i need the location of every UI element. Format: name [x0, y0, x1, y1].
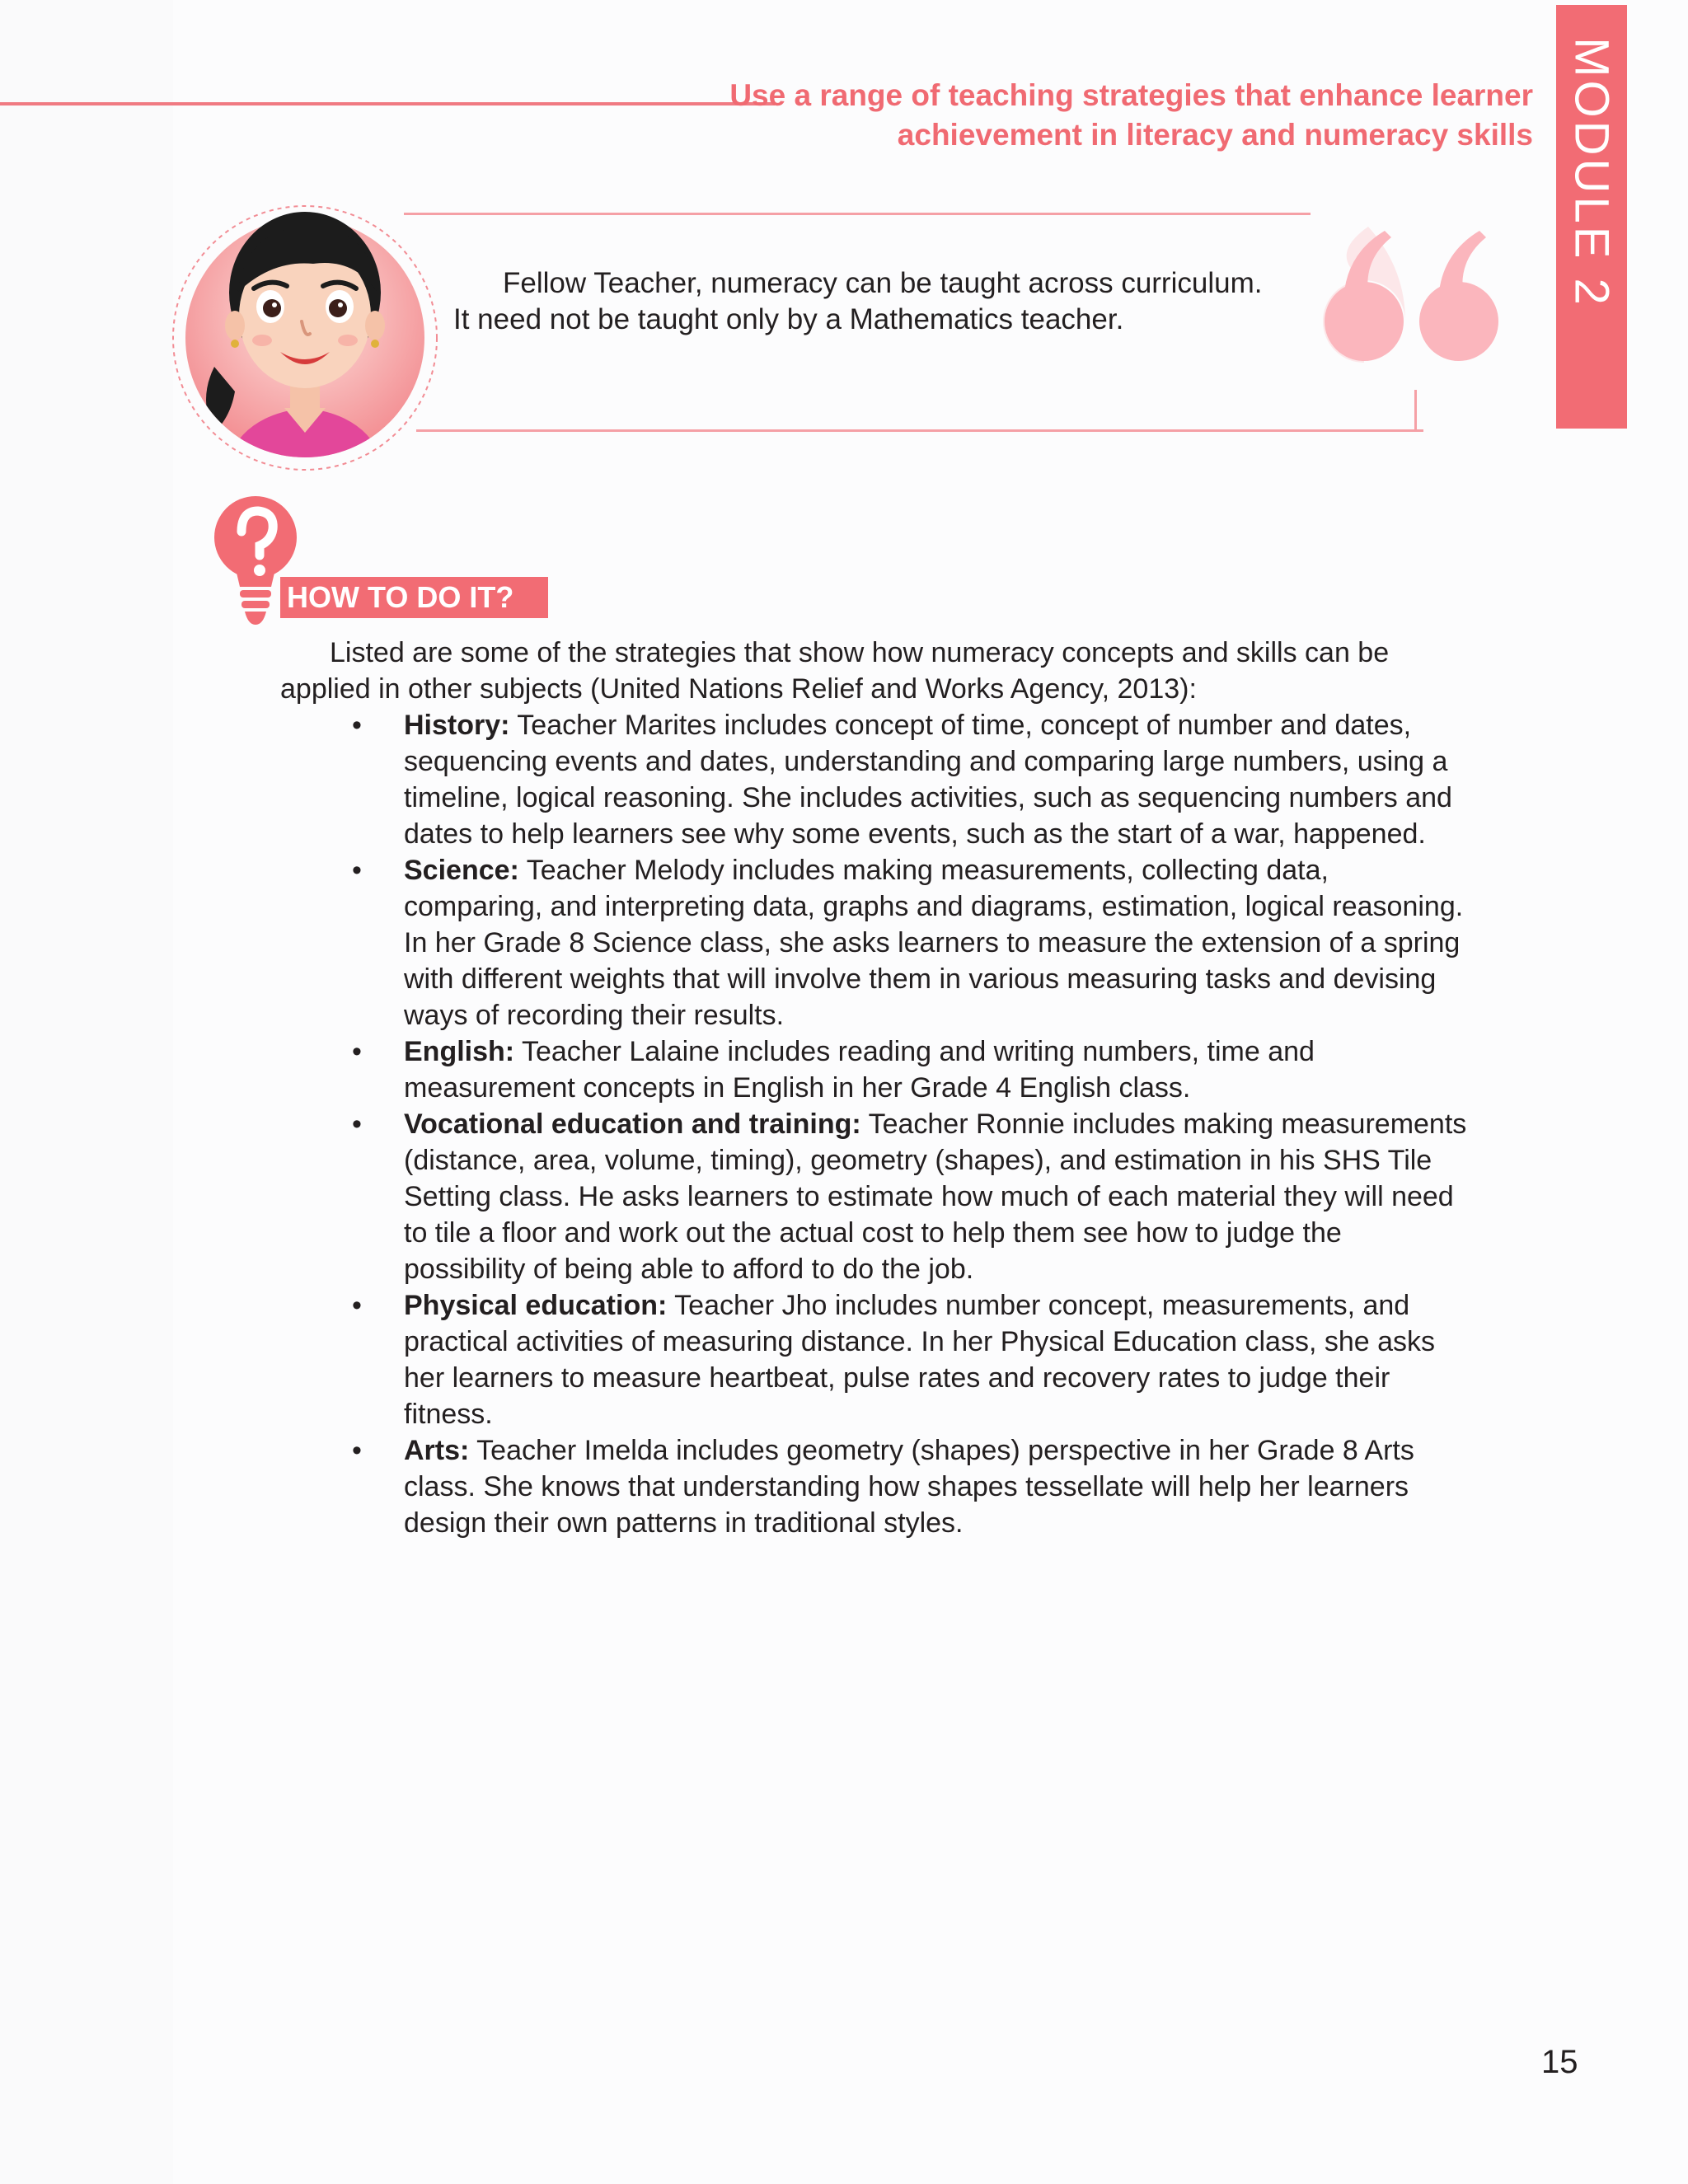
subject-label: Science:: [404, 855, 519, 886]
quote-mark-icon: [1319, 223, 1508, 371]
strategy-text: Teacher Lalaine includes reading and writing numbers, time and measurement concepts in English in her Grade 4 English class.: [404, 1036, 1315, 1104]
subject-label: Physical education:: [404, 1290, 668, 1321]
list-item: [352, 1106, 1467, 1287]
speech-box-right-border: [1414, 390, 1417, 431]
module-tab: [1556, 5, 1627, 429]
subject-label: History:: [404, 710, 510, 741]
list-item: [352, 707, 1467, 852]
module-tab-label: MODULE 2: [1564, 37, 1619, 308]
page-number: 15: [1541, 2044, 1578, 2080]
strategy-text: Teacher Ronnie includes making measurements (distance, area, volume, timing), geometry (shapes), and estimation in his SHS Tile Setting class. He asks learners to estimate how much of each material they will need to tile a floor and work out the actual cost to help them see how to judge the possibility of being able to afford to do the job.: [404, 1108, 1467, 1285]
main-content: [280, 635, 1475, 1541]
bullet-icon: •: [352, 1290, 362, 1321]
strategy-text: Teacher Imelda includes geometry (shapes) perspective in her Grade 8 Arts class. She knows that understanding how shapes tessellate will help her learners design their own patterns in traditional styles.: [404, 1435, 1414, 1539]
bullet-icon: •: [352, 1108, 362, 1140]
strategy-text: Teacher Jho includes number concept, measurements, and practical activities of measuring distance. In her Physical Education class, she asks her learners to measure heartbeat, pulse rates and recovery rates to judge their fitness.: [404, 1290, 1436, 1430]
strategy-list: [280, 707, 1475, 1541]
list-item: [352, 1287, 1467, 1432]
page-margin-shade: [0, 0, 173, 2184]
teacher-avatar-icon: [165, 169, 445, 482]
header-title-line2: achievement in literacy and numeracy skills: [897, 118, 1533, 152]
bullet-icon: •: [352, 1036, 362, 1067]
bullet-icon: •: [352, 1435, 362, 1466]
speech-text: Fellow Teacher, numeracy can be taught across curriculum. It need not be taught only by a Mathematics teacher.: [453, 267, 1263, 335]
strategy-text: Teacher Marites includes concept of time, concept of number and dates, sequencing events and dates, understanding and comparing large numbers, using a timeline, logical reasoning. She includes activities, such as sequencing numbers and dates to help learners see why some events, such as the start of a war, happened.: [404, 710, 1452, 850]
bullet-icon: •: [352, 710, 362, 741]
intro-paragraph: Listed are some of the strategies that show how numeracy concepts and skills can be applied in other subjects (United Nations Relief and Works Agency, 2013):: [280, 637, 1390, 705]
bullet-icon: •: [352, 855, 362, 886]
header-title: [709, 76, 1533, 155]
list-item: [352, 852, 1467, 1033]
header-rule: [0, 102, 775, 105]
strategy-text: Teacher Melody includes making measurements, collecting data, comparing, and interpreting data, graphs and diagrams, estimation, logical reasoning. In her Grade 8 Science class, she asks learners to measure the extension of a spring with different weights that will involve them in various measuring tasks and devising ways of recording their results.: [404, 855, 1464, 1031]
subject-label: Vocational education and training:: [404, 1108, 861, 1140]
speech-box-bottom-border: [416, 429, 1423, 432]
header-title-line1: Use a range of teaching strategies that enhance learner: [729, 78, 1533, 112]
section-label: HOW TO DO IT?: [280, 577, 548, 618]
subject-label: Arts:: [404, 1435, 470, 1466]
subject-label: English:: [404, 1036, 515, 1067]
list-item: [352, 1033, 1467, 1106]
list-item: [352, 1432, 1467, 1541]
speech-box-top-border: [404, 213, 1311, 215]
